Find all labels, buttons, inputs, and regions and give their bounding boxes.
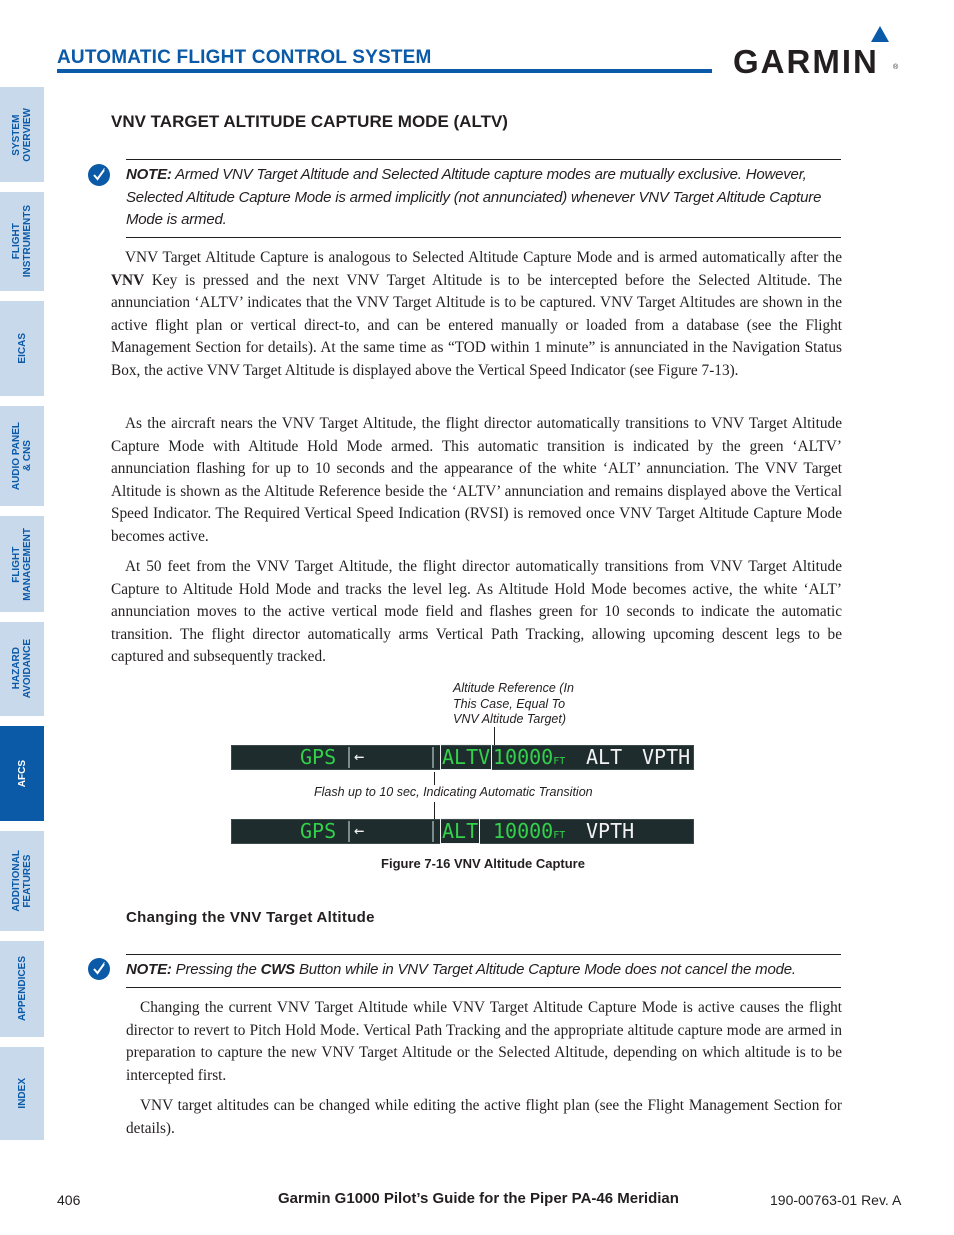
vnv-key-label: VNV [111,271,145,289]
lateral-mode: GPS [300,819,337,843]
bar-separator [432,747,434,768]
altitude-value: 10000 [493,745,554,769]
tab-flight-management[interactable] [0,516,44,612]
flight-director-arrow-icon: ← [354,821,365,841]
altitude-unit: FT [553,756,566,767]
afcs-status-bar-before [231,745,694,770]
note-bottom-rule [126,987,841,988]
logo-text: GARMIN [733,43,879,80]
leader-line-flash-lower [434,802,435,819]
annotation-line: This Case, Equal To [453,696,566,711]
chapter-title: AUTOMATIC FLIGHT CONTROL SYSTEM [57,47,432,68]
tab-system-overview[interactable] [0,87,44,182]
bar-separator [348,821,350,842]
leader-line-altitude [494,727,495,746]
flight-director-arrow-icon: ← [354,747,365,767]
para-text: Key is pressed and the next VNV Target Altitude is to be intercepted before the Selected Altitude. The annunciation ‘ALTV’ indicates that the VNV Target Altitude is to be captured. VNV Target Altitudes are shown in the active flight plan or vertical direct-to, and can be entered manually or loaded from a database (see the Flight Management Section for details). At the same time as “TOD within 1 minute” is annunciated in the Navigation Status Box, the active VNV Target Altitude is displayed above the Vertical Speed Indicator (see Figure 7-13). [111,271,842,379]
document-number: 190-00763-01 Rev. A [770,1192,902,1208]
altitude-value: 10000 [493,819,554,843]
lateral-mode: GPS [300,745,337,769]
tab-label: SYSTEM OVERVIEW [11,107,33,162]
tab-label: EICAS [16,333,28,364]
tab-audio-panel-cns[interactable] [0,406,44,506]
annotation-flash: Flash up to 10 sec, Indicating Automatic Transition [314,785,593,799]
para-text: VNV Target Altitude Capture is analogous to Selected Altitude Capture Mode and is armed automatically after the [125,249,842,266]
page-number: 406 [57,1192,81,1208]
tab-label: HAZARD AVOIDANCE [11,639,33,699]
tab-label: INDEX [16,1078,28,1109]
note-armed-modes [126,164,843,232]
tab-eicas[interactable] [0,301,44,396]
tab-flight-instruments[interactable] [0,192,44,291]
annotation-line: Altitude Reference (In [453,681,574,695]
note-body: Armed VNV Target Altitude and Selected Altitude capture modes are mutually exclusive. However, Selected Altitude Capture Mode is armed implicitly (not annunciated) whenever VNV Target Altitude Capture Mode is armed. [126,166,822,228]
armed-mode-vpth: VPTH [586,819,635,843]
annotation-altitude-reference [453,681,574,728]
logo-registered-mark: ® [893,64,899,71]
paragraph-altv-transition: As the aircraft nears the VNV Target Altitude, the flight director automatically transitions to VNV Target Altitude Capture Mode with Altitude Hold Mode armed. This automatic transition is indicated by the green ‘ALTV’ annunciation flashing for up to 10 seconds and the appearance of the white ‘ALT’ annunciation. The VNV Target Altitude is shown as the Altitude Reference beside the ‘ALTV’ annunciation and remains displayed above the Vertical Speed Indicator. The Required Vertical Speed Indication (RVSI) is removed once VNV Target Altitude Capture Mode becomes active. [111,415,842,545]
annotation-line: VNV Altitude Target) [453,712,567,726]
tab-hazard-avoidance[interactable] [0,622,44,716]
note-label: NOTE: [126,961,172,978]
paragraph-alt-hold-transition: At 50 feet from the VNV Target Altitude, the flight director automatically transitions from VNV Target Altitude Capture to Altitude Hold Mode and tracks the level leg. As Altitude Hold Mode becomes active, the white ‘ALT’ annunciation moves to the active vertical mode field and flashes green for 10 seconds to indicate the automatic transition. The flight director automatically arms Vertical Path Tracking, allowing upcoming descent legs to be captured and subsequently tracked. [111,558,842,665]
section-title: VNV TARGET ALTITUDE CAPTURE MODE (ALTV) [111,112,508,131]
note-check-icon [88,164,110,186]
altitude-reference [493,820,565,843]
figure-caption: Figure 7-16 VNV Altitude Capture [381,856,585,871]
tab-appendices[interactable] [0,941,44,1037]
paragraph-changing-target: Changing the current VNV Target Altitude while VNV Target Altitude Capture Mode is active causes the flight director to revert to Pitch Hold Mode. Vertical Path Tracking and the appropriate altitude capture mode are armed in preparation to capture the new VNV Target Altitude or the Selected Altitude, depending on which altitude is to be intercepted first. [126,999,842,1084]
tab-label: ADDITIONAL FEATURES [11,850,33,912]
paragraph-altv-intro [111,247,842,382]
afcs-status-bar-after [231,819,694,844]
tab-additional-features[interactable] [0,831,44,931]
note-label: NOTE: [126,166,172,183]
paragraph-edit-flight-plan: VNV target altitudes can be changed while editing the active flight plan (see the Flight Management Section for details). [126,1097,842,1137]
tab-label: AUDIO PANEL & CNS [11,421,33,491]
active-vertical-mode-altv: ALTV [442,745,491,769]
tab-afcs[interactable] [0,726,44,821]
footer-title: Garmin G1000 Pilot’s Guide for the Piper PA-46 Meridian [278,1190,679,1207]
altitude-unit: FT [553,830,566,841]
note-top-rule [126,159,841,160]
note-check-icon [88,958,110,980]
tab-label: FLIGHT MANAGEMENT [11,527,33,601]
subsection-title-text: Changing the VNV Target Altitude [126,909,375,926]
tab-label: AFCS [16,759,28,788]
garmin-logo [733,26,901,78]
header-rule [57,69,712,73]
note-cws-button [126,959,843,982]
note-top-rule [126,954,841,955]
leader-line-flash [434,772,435,785]
note-bottom-rule [126,237,841,238]
logo-triangle-icon [871,26,889,42]
bar-separator [348,747,350,768]
tab-label: FLIGHT INSTRUMENTS [11,205,33,278]
bar-separator [432,821,434,842]
altitude-reference [493,746,565,769]
cws-key-label: CWS [260,961,295,978]
subsection-title [126,909,375,926]
note-body: Pressing the [175,961,261,978]
tab-index[interactable] [0,1047,44,1140]
note-body: Button while in VNV Target Altitude Capture Mode does not cancel the mode. [295,961,796,978]
tab-label: APPENDICES [16,956,28,1022]
armed-mode-alt: ALT [586,745,623,769]
active-vertical-mode-alt: ALT [442,819,479,843]
armed-mode-vpth: VPTH [642,745,691,769]
